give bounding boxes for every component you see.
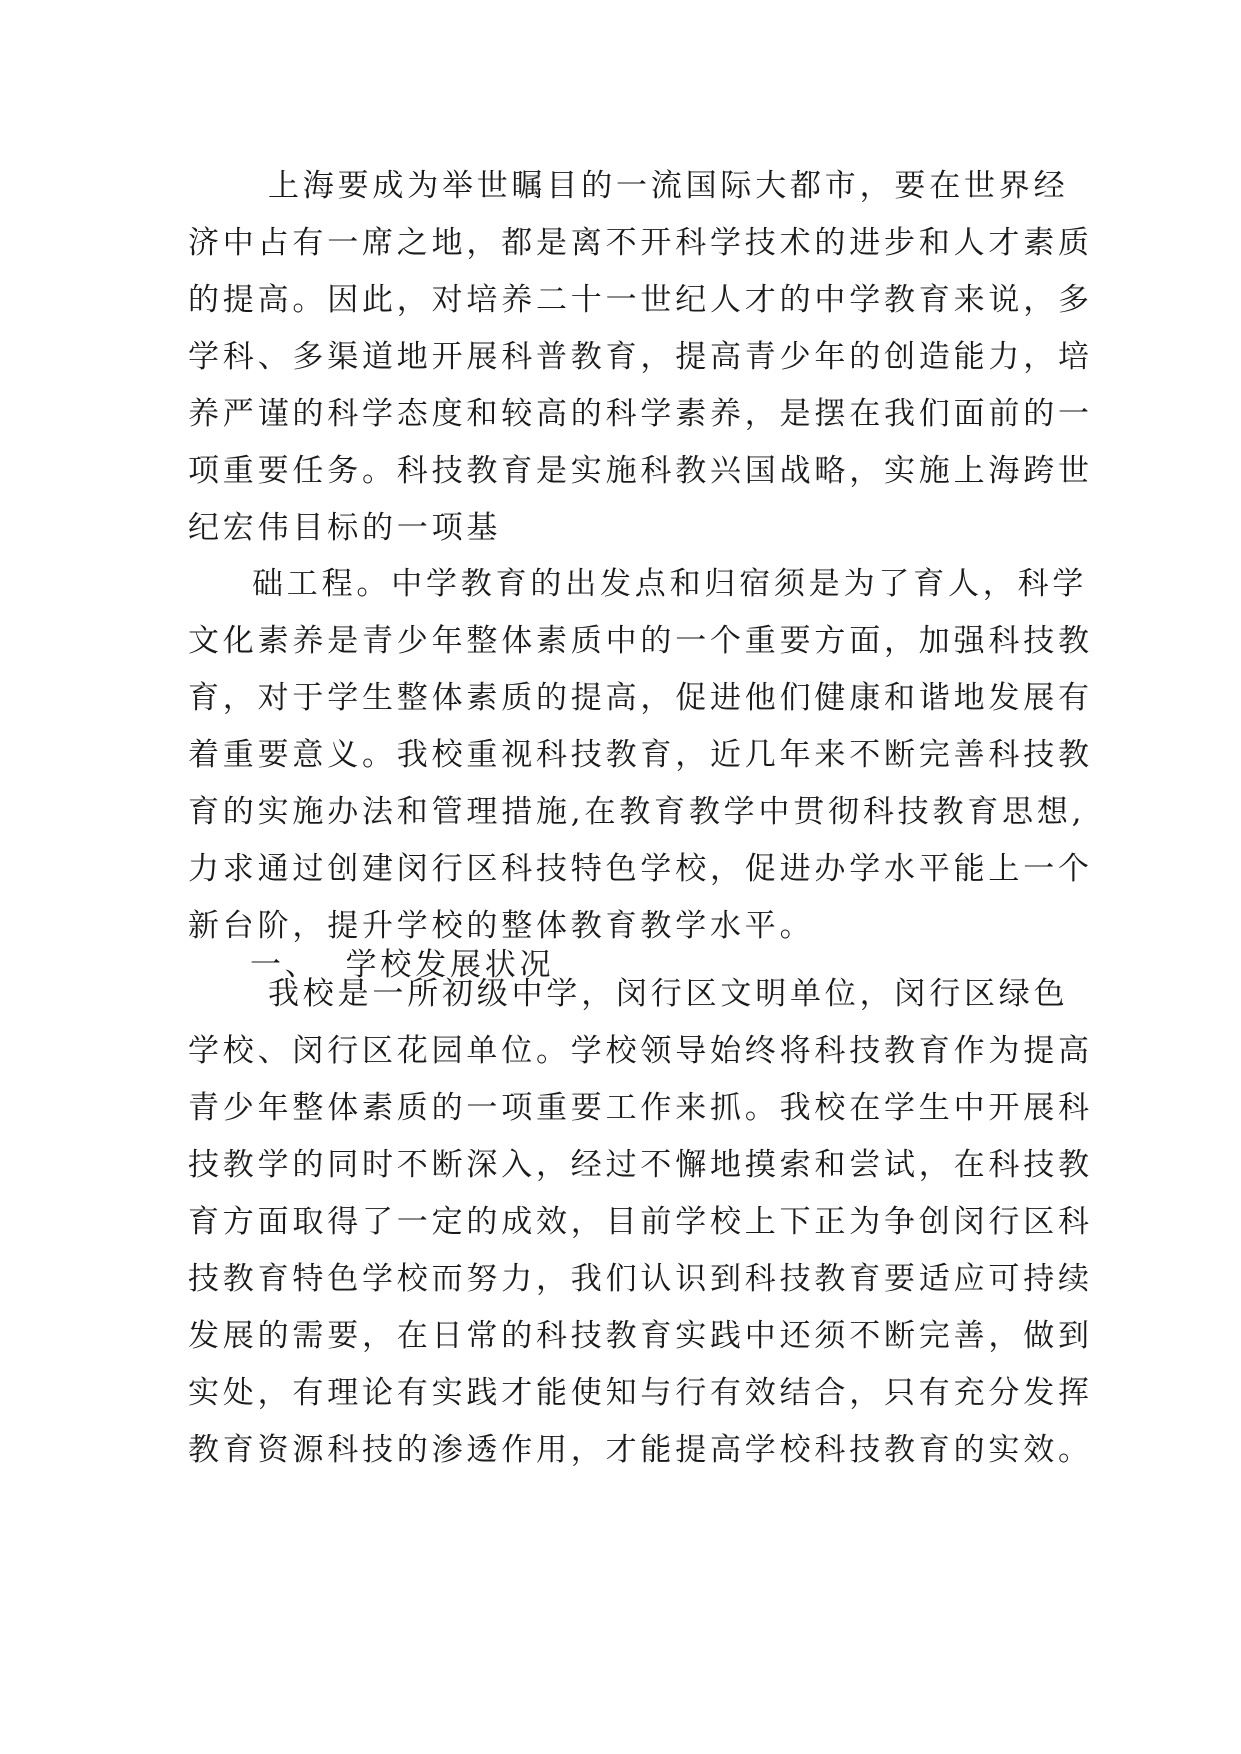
section-number: 一、 [250,947,320,983]
paragraph-line: 育方面取得了一定的成效，目前学校上下正为争创闵行区科 [188,1204,1093,1240]
paragraph-line: 技教学的同时不断深入，经过不懈地摸索和尝试，在科技教 [188,1147,1093,1183]
paragraph-line: 学校、闵行区花园单位。学校领导始终将科技教育作为提高 [188,1033,1093,1069]
paragraph-line: 学科、多渠道地开展科普教育，提高青少年的创造能力，培 [188,339,1093,375]
paragraph-line: 养严谨的科学态度和较高的科学素养，是摆在我们面前的一 [188,396,1093,432]
paragraph-line: 技教育特色学校而努力，我们认识到科技教育要适应可持续 [188,1261,1093,1297]
paragraph-intro [188,158,1093,557]
paragraph-line: 础工程。中学教育的出发点和归宿须是为了育人，科学 [252,566,1088,602]
paragraph-line: 育的实施办法和管理措施,在教育教学中贯彻科技教育思想, [188,794,1086,830]
paragraph-line: 育，对于学生整体素质的提高，促进他们健康和谐地发展有 [188,680,1093,716]
section-title: 学校发展状况 [345,947,555,983]
paragraph-line: 着重要意义。我校重视科技教育，近几年来不断完善科技教 [188,737,1093,773]
paragraph-line: 实处，有理论有实践才能使知与行有效结合，只有充分发挥 [188,1375,1093,1411]
paragraph-line: 力求通过创建闵行区科技特色学校，促进办学水平能上一个 [188,851,1093,887]
paragraph-line: 文化素养是青少年整体素质中的一个重要方面，加强科技教 [188,623,1093,659]
paragraph-continuation [188,556,1093,955]
paragraph-school-status [188,966,1093,1479]
paragraph-line: 项重要任务。科技教育是实施科教兴国战略，实施上海跨世 [188,453,1093,489]
paragraph-line: 济中占有一席之地，都是离不开科学技术的进步和人才素质 [188,225,1093,261]
paragraph-line: 教育资源科技的渗透作用，才能提高学校科技教育的实效。 [188,1432,1093,1468]
paragraph-line: 的提高。因此，对培养二十一世纪人才的中学教育来说，多 [188,282,1093,318]
paragraph-line: 青少年整体素质的一项重要工作来抓。我校在学生中开展科 [188,1090,1093,1126]
paragraph-line: 新台阶，提升学校的整体教育教学水平。 [188,908,815,944]
paragraph-line: 我校是一所初级中学，闵行区文明单位，闵行区绿色 [268,976,1069,1012]
paragraph-line: 发展的需要，在日常的科技教育实践中还须不断完善，做到 [188,1318,1093,1354]
paragraph-line: 上海要成为举世瞩目的一流国际大都市，要在世界经 [268,168,1069,204]
paragraph-line: 纪宏伟目标的一项基 [188,510,502,546]
